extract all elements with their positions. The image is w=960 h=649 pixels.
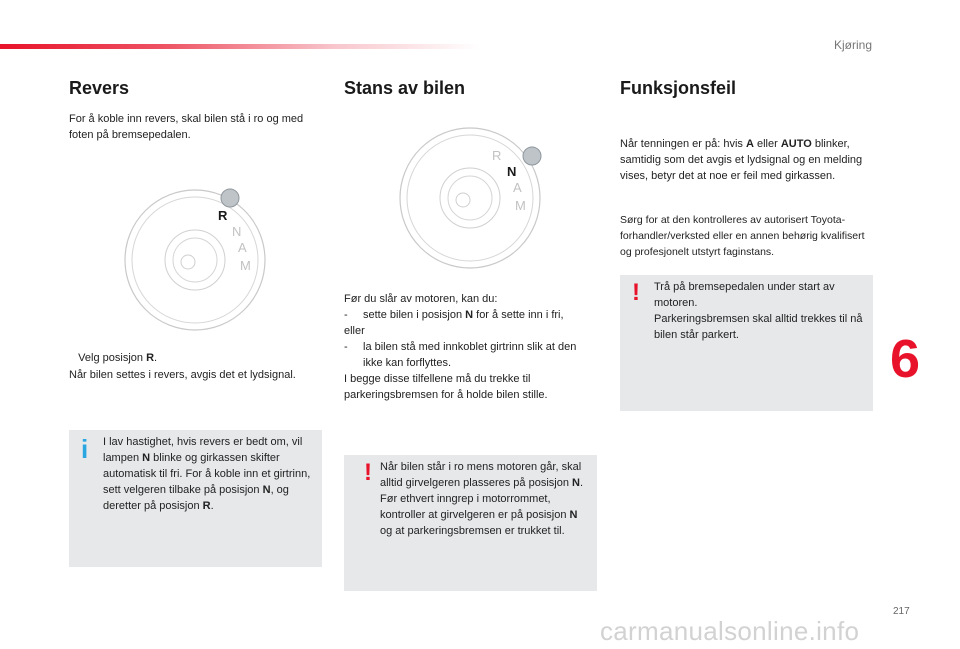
- funksjonsfeil-paragraph-2: Sørg for at den kontrolleres av autorisert Toyota-forhandler/verksted eller en annen behørig kvalifisert og profesjonelt utstyrt faginstans.: [620, 214, 865, 258]
- revers-step-note: Når bilen settes i revers, avgis det et lydsignal.: [69, 369, 296, 381]
- chapter-number: 6: [890, 329, 921, 389]
- stans-warning-box: [344, 455, 597, 591]
- stans-item-1: - sette bilen i posisjon N for å sette inn i fri,: [344, 309, 564, 321]
- header-accent-bar: [0, 44, 480, 49]
- funksjonsfeil-warning-box: [620, 275, 873, 411]
- warning-icon: !: [364, 459, 372, 486]
- info-icon: i: [81, 434, 89, 464]
- revers-info-box: [69, 430, 322, 567]
- dial-label-n: N: [507, 164, 517, 179]
- stans-outro: I begge disse tilfellene må du trekke til parkeringsbremsen for å holde bilen stille.: [344, 373, 548, 401]
- funksjonsfeil-paragraph-1: Når tenningen er på: hvis A eller AUTO blinker, samtidig som det avgis et lydsignal og en melding vises, betyr det at noe er feil med girkassen.: [620, 138, 863, 182]
- dial-label-m: M: [240, 258, 251, 273]
- dial-label-a: A: [238, 240, 247, 255]
- stans-or: eller: [344, 325, 365, 337]
- stans-heading: Stans av bilen: [344, 78, 466, 98]
- stans-warning-text: Når bilen står i ro mens motoren går, skal alltid girvelgeren plasseres på posisjon N. Før ethvert inngrep i motorrommet, kontroller at girvelgeren er på posisjon N og at parkeringsbremsen er trukket til.: [380, 461, 584, 537]
- revers-step: Velg posisjon R. Når bilen settes i revers, avgis det et lydsignal.: [69, 352, 296, 381]
- dial-label-r: R: [218, 208, 228, 223]
- stans-list: [344, 291, 594, 403]
- revers-heading: Revers: [69, 78, 130, 98]
- funksjonsfeil-heading: Funksjonsfeil: [620, 78, 737, 98]
- dial-label-r: R: [492, 148, 502, 163]
- dial-label-a: A: [513, 180, 522, 195]
- dial-label-n: N: [232, 224, 242, 239]
- dial-label-m: M: [515, 198, 526, 213]
- chapter-name: Kjøring: [833, 38, 872, 52]
- stans-item-2: - la bilen stå med innkoblet girtrinn slik at den ikke kan forflyttes.: [344, 341, 577, 369]
- funksjonsfeil-warning-text: Trå på bremsepedalen under start av motoren. Parkeringsbremsen skal alltid trekkes til nå bilen står parkert.: [654, 281, 863, 341]
- page-number: 217: [893, 606, 910, 617]
- stans-intro: Før du slår av motoren, kan du:: [344, 293, 498, 305]
- watermark: carmanualsonline.info: [600, 616, 860, 646]
- gear-selector-r-illustration: [120, 180, 275, 335]
- warning-icon: !: [632, 279, 640, 306]
- revers-intro: For å koble inn revers, skal bilen stå i ro og med foten på bremsepedalen.: [69, 113, 304, 141]
- gear-selector-n-illustration: [395, 118, 550, 273]
- revers-info-text: I lav hastighet, hvis revers er bedt om, vil lampen N blinke og girkassen skifter automatisk til fri. For å koble inn et girtrinn, sett velgeren tilbake på posisjon N, og deretter på posisjon R.: [103, 436, 311, 512]
